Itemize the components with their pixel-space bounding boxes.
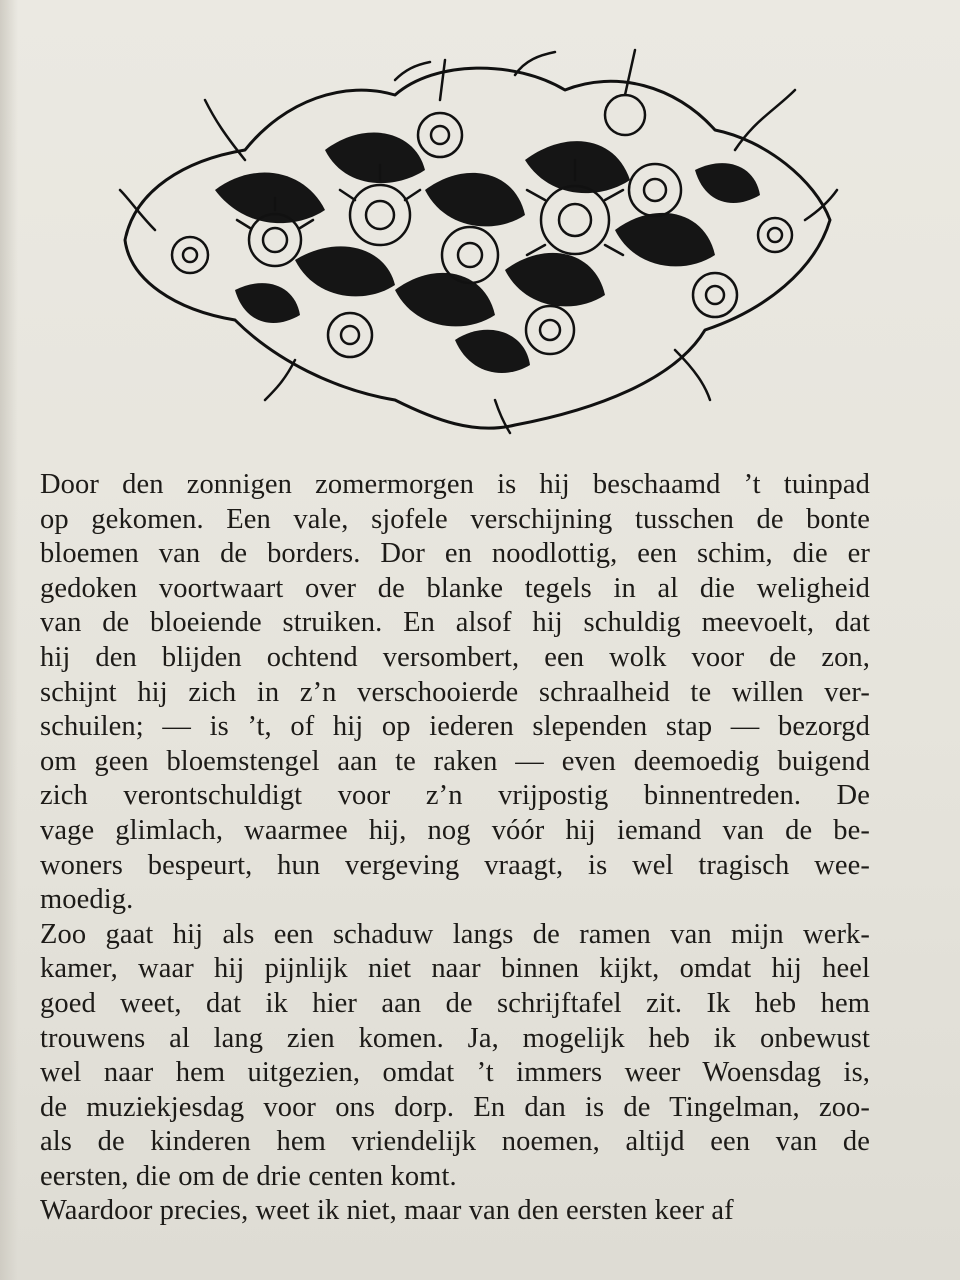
page-shadow-edge [0, 0, 18, 1280]
text-line: de muziekjesdag voor ons dorp. En dan is de Tingelman, zoo- [40, 1091, 870, 1123]
text-line: als de kinderen hem vriendelijk noemen, altijd een van de [40, 1126, 870, 1158]
text-line: moedig. [40, 884, 134, 916]
text-line: van de bloeiende struiken. En alsof hij schuldig meevoelt, dat [40, 607, 870, 639]
text-line: zich verontschuldigt voor z’n vrijpostig binnentreden. De [40, 780, 870, 812]
paragraph [40, 468, 870, 918]
text-line: Door den zonnigen zomermorgen is hij beschaamd ’t tuinpad [40, 469, 870, 500]
text-line: om geen bloemstengel aan te raken — even deemoedig buigend [40, 745, 870, 777]
text-line: Waardoor precies, weet ik niet, maar van den eersten keer af [40, 1195, 734, 1227]
text-line: vage glimlach, waarmee hij, nog vóór hij iemand van de be- [40, 814, 870, 846]
text-line: eersten, die om de drie centen komt. [40, 1160, 457, 1192]
text-line: schijnt hij zich in z’n verschooierde schraalheid te willen ver- [40, 676, 870, 708]
text-line: gedoken voortwaart over de blanke tegels in al die weligheid [40, 572, 870, 604]
text-line: goed weet, dat ik hier aan de schrijftafel zit. Ik heb hem [40, 987, 870, 1019]
text-line: hij den blijden ochtend versombert, een wolk voor de zon, [40, 641, 870, 673]
text-line: woners bespeurt, hun vergeving vraagt, is wel tragisch wee- [40, 849, 870, 881]
text-line: bloemen van de borders. Dor en noodlottig, een schim, die er [40, 538, 870, 570]
paragraph [40, 1194, 870, 1229]
flower-bouquet-illustration [95, 40, 840, 435]
text-line: op gekomen. Een vale, sjofele verschijning tusschen de bonte [40, 503, 870, 535]
text-line: trouwens al lang zien komen. Ja, mogelijk heb ik onbewust [40, 1022, 870, 1054]
text-line: kamer, waar hij pijnlijk niet naar binnen kijkt, omdat hij heel [40, 953, 870, 985]
paragraph [40, 918, 870, 1195]
text-line: schuilen; — is ’t, of hij op iederen slependen stap — bezorgd [40, 711, 870, 743]
body-text [40, 468, 870, 1229]
text-line: wel naar hem uitgezien, omdat ’t immers weer Woensdag is, [40, 1057, 870, 1089]
text-line: Zoo gaat hij als een schaduw langs de ramen van mijn werk- [40, 918, 870, 950]
